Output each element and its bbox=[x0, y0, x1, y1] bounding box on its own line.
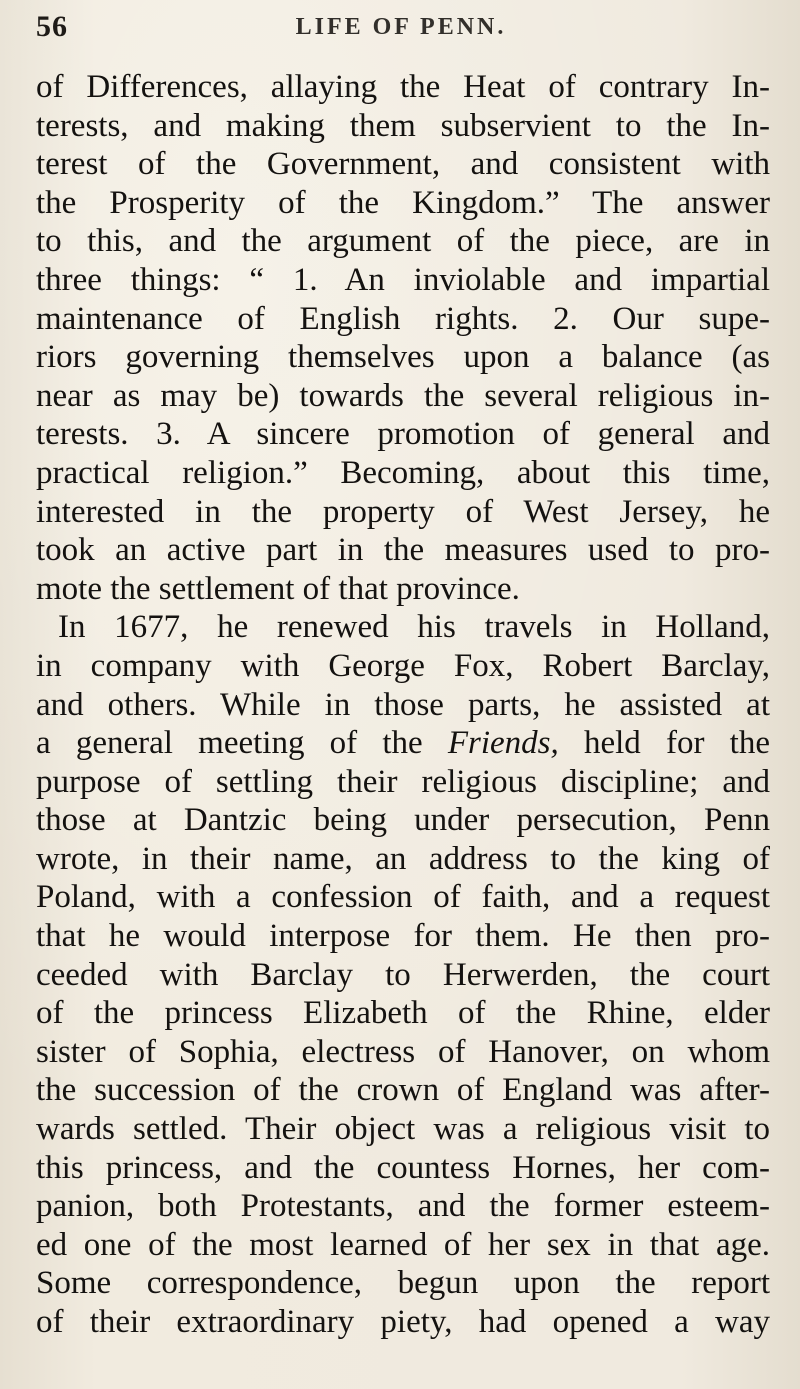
text-line: of their extraordinary piety, had opened a way bbox=[36, 1304, 770, 1340]
text-line: wards settled. Their object was a religious visit to bbox=[36, 1111, 770, 1148]
paragraph-start-line: In 1677, he renewed his travels in Holland, bbox=[58, 609, 770, 646]
text-line: three things: “ 1. An inviolable and impartial bbox=[36, 261, 770, 298]
text-line: purpose of settling their religious discipline; and bbox=[36, 763, 770, 800]
text-line: the Prosperity of the Kingdom.” The answer bbox=[36, 184, 770, 221]
text-line: maintenance of English rights. 2. Our supe- bbox=[36, 300, 770, 337]
text-line: the succession of the crown of England was after- bbox=[36, 1072, 770, 1109]
page-number: 56 bbox=[36, 10, 68, 43]
text-line: sister of Sophia, electress of Hanover, on whom bbox=[36, 1033, 770, 1070]
text-line: to this, and the argument of the piece, are in bbox=[36, 223, 770, 260]
text-line: near as may be) towards the several religious in- bbox=[36, 377, 770, 414]
text-line: that he would interpose for them. He then pro- bbox=[36, 918, 770, 955]
text-line: interested in the property of West Jersey, he bbox=[36, 493, 770, 530]
body-text bbox=[36, 68, 770, 1342]
text-line: terests. 3. A sincere promotion of general and bbox=[36, 416, 770, 453]
text-line: in company with George Fox, Robert Barclay, bbox=[36, 647, 770, 684]
page-header bbox=[36, 10, 766, 60]
text-line: those at Dantzic being under persecution, Penn bbox=[36, 802, 770, 839]
text-segment: held for the bbox=[558, 725, 770, 762]
text-line: this princess, and the countess Hornes, her com- bbox=[36, 1149, 770, 1186]
text-line: practical religion.” Becoming, about this time, bbox=[36, 454, 770, 491]
text-line: Poland, with a confession of faith, and a request bbox=[36, 879, 770, 916]
text-line: wrote, in their name, an address to the king of bbox=[36, 840, 770, 877]
text-line: of Differences, allaying the Heat of contrary In- bbox=[36, 69, 770, 105]
text-line: panion, both Protestants, and the former esteem- bbox=[36, 1188, 770, 1225]
text-line: ed one of the most learned of her sex in that age. bbox=[36, 1226, 770, 1263]
text-line: Some correspondence, begun upon the report bbox=[36, 1265, 770, 1302]
text-line: terest of the Government, and consistent with bbox=[36, 146, 770, 183]
text-segment: a general meeting of the bbox=[36, 725, 448, 762]
text-line: of the princess Elizabeth of the Rhine, elder bbox=[36, 995, 770, 1032]
running-head: LIFE OF PENN. bbox=[295, 14, 507, 40]
text-line: terests, and making them subservient to the In- bbox=[36, 107, 770, 144]
text-line-with-italic bbox=[36, 724, 770, 763]
text-line: took an active part in the measures used to pro- bbox=[36, 532, 770, 569]
text-line: and others. While in those parts, he assisted at bbox=[36, 686, 770, 723]
text-line: ceeded with Barclay to Herwerden, the court bbox=[36, 956, 770, 993]
paragraph-end-line: mote the settlement of that province. bbox=[36, 570, 520, 607]
italic-term-friends: Friends, bbox=[447, 725, 559, 762]
text-line: riors governing themselves upon a balance (as bbox=[36, 339, 770, 376]
